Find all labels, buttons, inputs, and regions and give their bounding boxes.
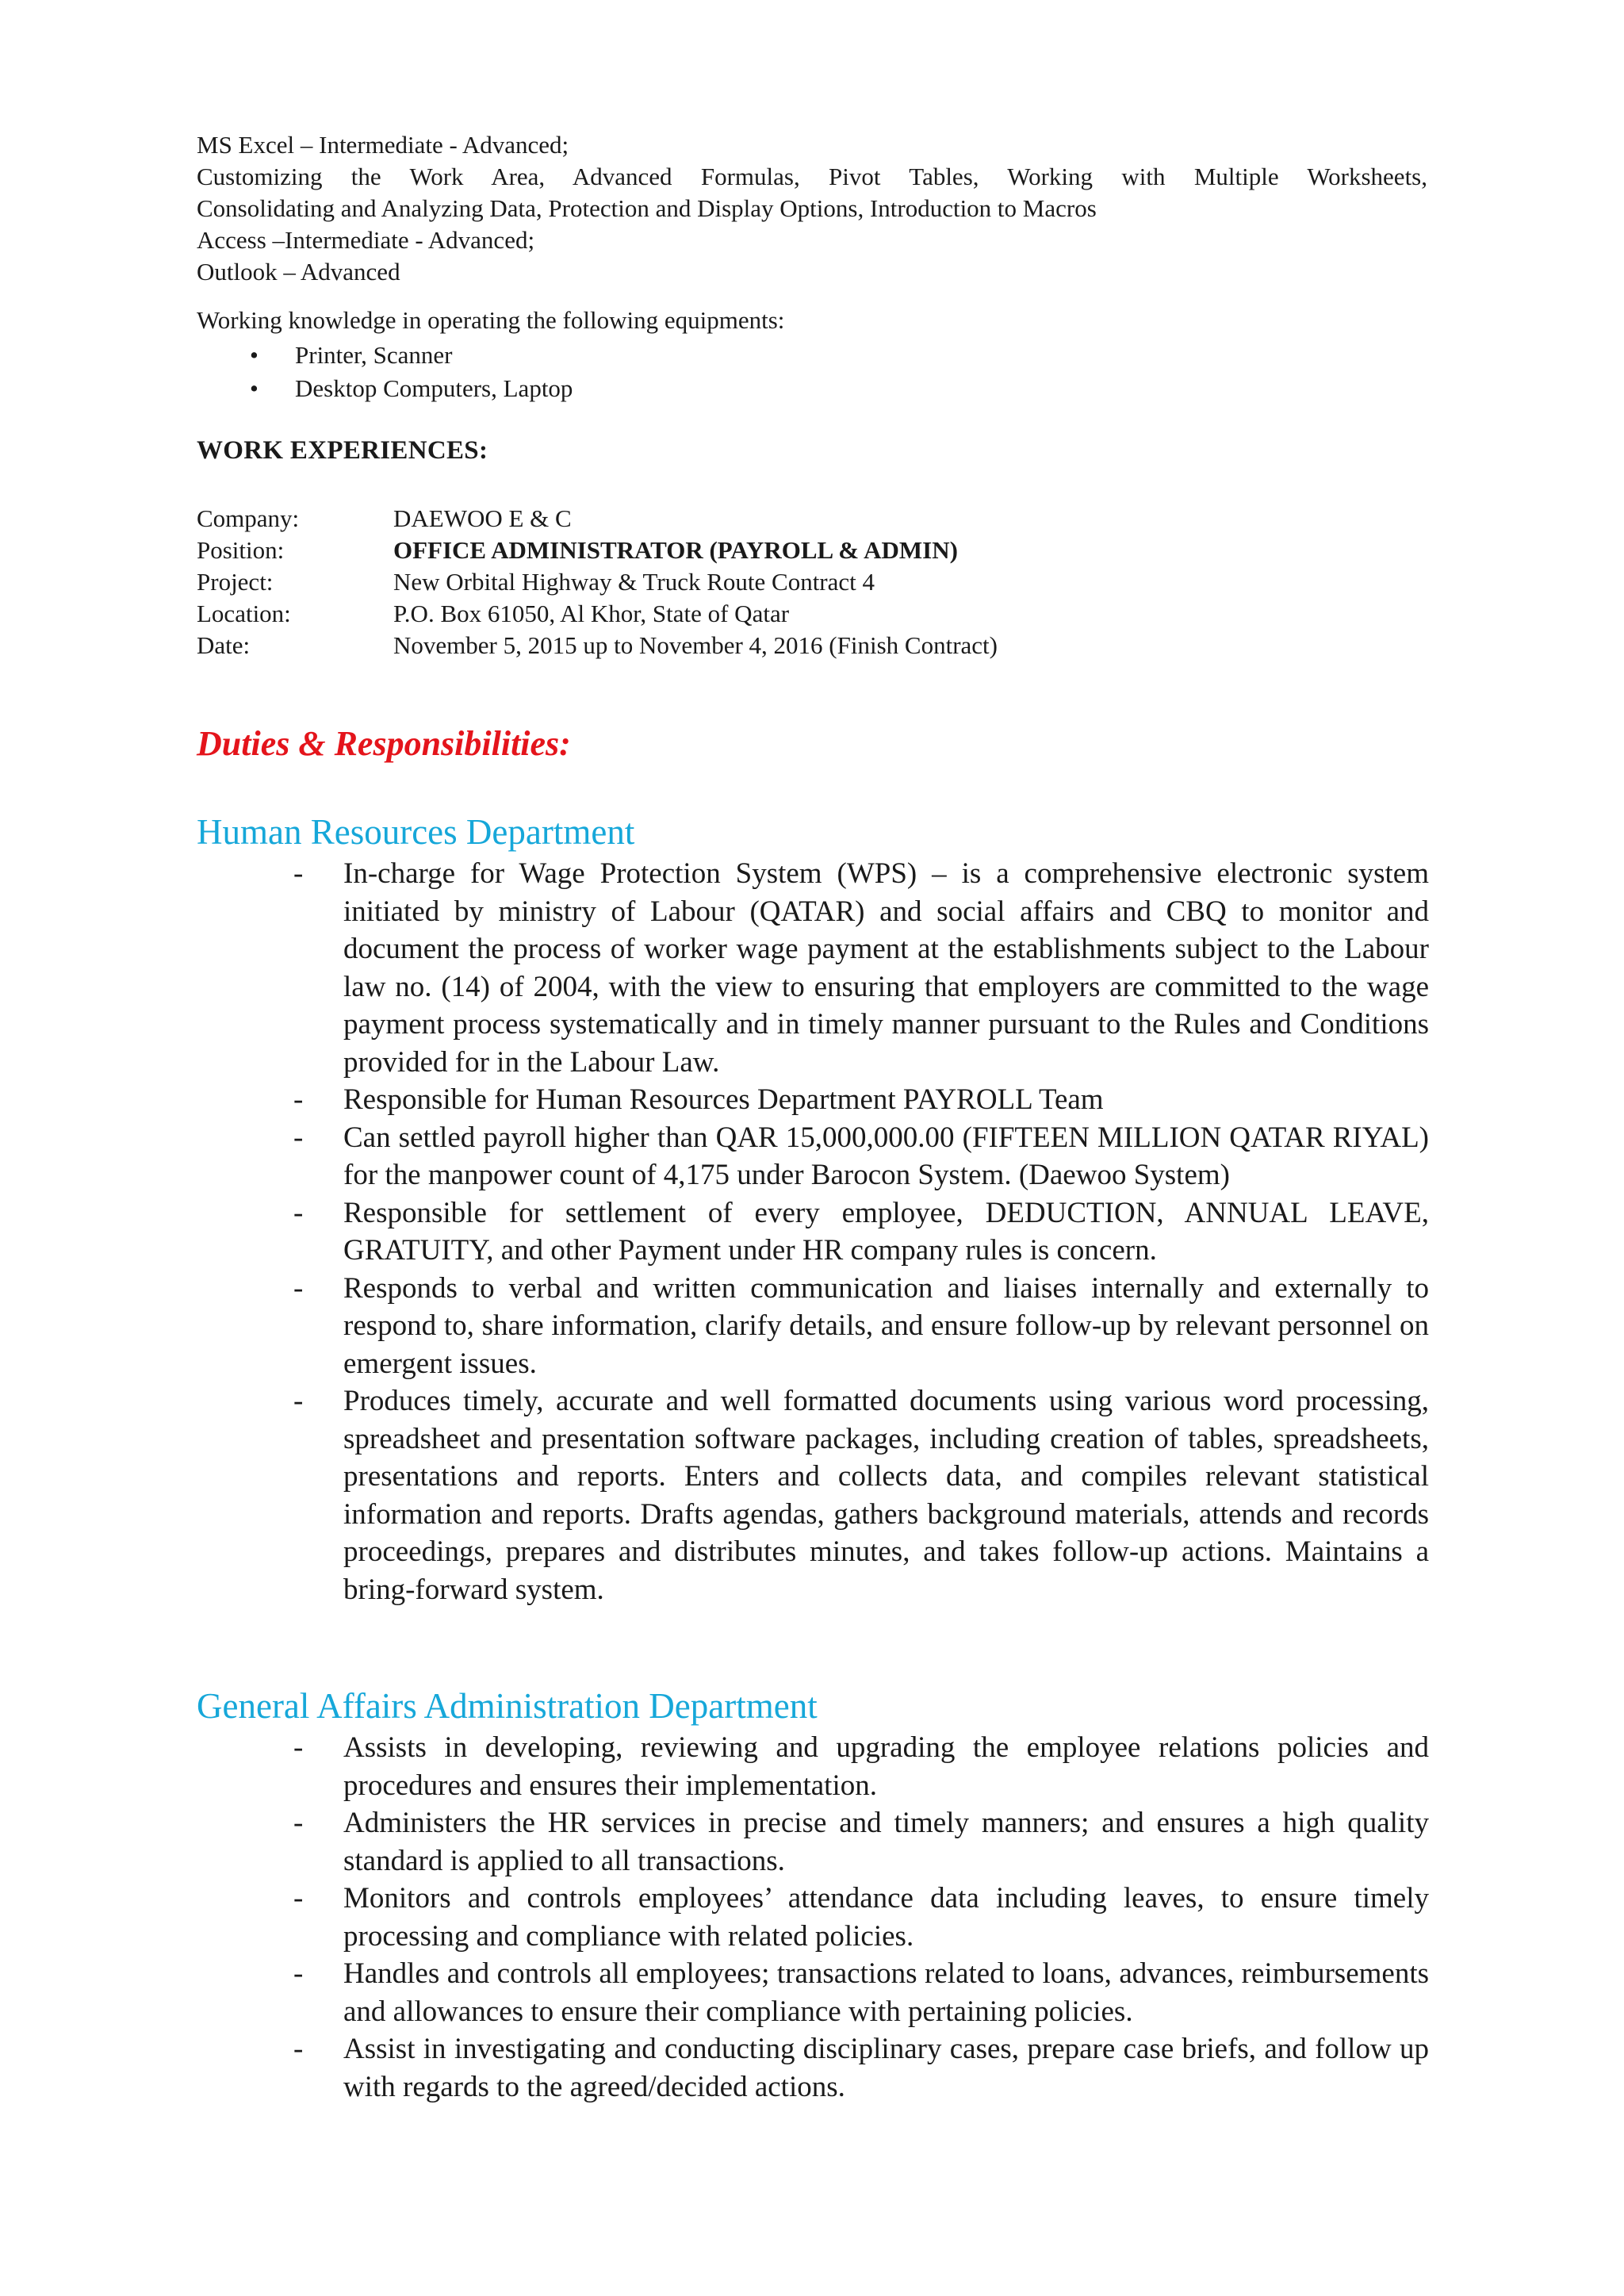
location-value: P.O. Box 61050, Al Khor, State of Qatar xyxy=(393,600,790,627)
equipment-section xyxy=(197,305,1427,405)
job-info-row-location xyxy=(197,598,1427,630)
dash-marker: - xyxy=(293,1121,304,1154)
location-label: Location: xyxy=(197,600,291,627)
duty-item xyxy=(293,855,1429,1081)
dash-marker: - xyxy=(293,1083,304,1116)
duty-item xyxy=(293,1804,1429,1880)
job-info-row-position xyxy=(197,535,1427,566)
duty-text: In-charge for Wage Protection System (WPS) – is a comprehensive electronic system initiated by ministry of Labour (QATAR) and social affairs and CBQ to monitor and document the process of worker wage payment at the establishments subject to the Labour law no. (14) of 2004, with the view to ensuring that employers are committed to the wage payment process systematically and in timely manner pursuant to the Rules and Conditions provided for in the Labour Law. xyxy=(343,857,1429,1079)
dash-marker: - xyxy=(293,1731,304,1764)
computer-skills-section xyxy=(197,129,1427,288)
position-value: OFFICE ADMINISTRATOR (PAYROLL & ADMIN) xyxy=(393,536,958,564)
position-label: Position: xyxy=(197,536,285,564)
duty-text: Produces timely, accurate and well formatted documents using various word processing, spreadsheet and presentation software packages, including creation of tables, spreadsheets, presentations and reports. Enters and collects data, and compiles relevant statistical information and reports. Drafts agendas, gathers background materials, attends and records proceedings, prepares and distributes minutes, and takes follow-up actions. Maintains a bring-forward system. xyxy=(343,1385,1429,1606)
dash-marker: - xyxy=(293,2033,304,2065)
equipment-item xyxy=(197,372,1427,405)
duty-text: Responds to verbal and written communication and liaises internally and externally to respond to, share information, clarify details, and ensure follow-up by relevant personnel on emergent issues. xyxy=(343,1271,1429,1380)
dash-marker: - xyxy=(293,1196,304,1229)
department-heading-general-affairs: General Affairs Administration Department xyxy=(197,1686,818,1726)
equipment-item xyxy=(197,339,1427,372)
excel-skill-detail-line-1: Customizing the Work Area, Advanced Formulas, Pivot Tables, Working with Multiple Worksheets, xyxy=(197,163,1427,190)
job-info-row-date xyxy=(197,630,1427,661)
duty-item xyxy=(293,1081,1429,1119)
dash-marker: - xyxy=(293,1271,304,1305)
dash-marker: - xyxy=(293,1385,304,1417)
equipment-list xyxy=(197,339,1427,405)
bullet-icon: • xyxy=(250,374,259,402)
duty-text: Responsible for settlement of every employee, DEDUCTION, ANNUAL LEAVE, GRATUITY, and other Payment under HR company rules is concern. xyxy=(343,1196,1429,1267)
duty-item xyxy=(293,1270,1429,1383)
duty-item xyxy=(293,1382,1429,1608)
duty-item xyxy=(293,1194,1429,1270)
dash-marker: - xyxy=(293,1882,304,1915)
dash-marker: - xyxy=(293,857,304,890)
work-experiences-heading: WORK EXPERIENCES: xyxy=(197,436,488,465)
outlook-skill: Outlook – Advanced xyxy=(197,258,400,286)
duty-text: Handles and controls all employees; transactions related to loans, advances, reimbursements and allowances to ensure their compliance with pertaining policies. xyxy=(343,1957,1429,2028)
company-label: Company: xyxy=(197,504,300,532)
department-heading-hr: Human Resources Department xyxy=(197,812,635,852)
duty-item xyxy=(293,2030,1429,2106)
date-value: November 5, 2015 up to November 4, 2016 (Finish Contract) xyxy=(393,631,998,659)
project-value: New Orbital Highway & Truck Route Contract 4 xyxy=(393,568,875,596)
project-label: Project: xyxy=(197,568,274,596)
hr-duties-list xyxy=(293,855,1429,1608)
duty-item xyxy=(293,1119,1429,1194)
duty-text: Responsible for Human Resources Department PAYROLL Team xyxy=(343,1083,1104,1116)
excel-skill-title: MS Excel – Intermediate - Advanced; xyxy=(197,131,569,159)
duty-text: Administers the HR services in precise and timely manners; and ensures a high quality standard is applied to all transactions. xyxy=(343,1807,1429,1877)
dash-marker: - xyxy=(293,1807,304,1839)
job-info-row-company xyxy=(197,503,1427,535)
equipment-intro: Working knowledge in operating the following equipments: xyxy=(197,306,785,334)
general-affairs-duties-list xyxy=(293,1729,1429,2106)
dash-marker: - xyxy=(293,1957,304,1990)
duty-item xyxy=(293,1729,1429,1804)
access-skill: Access –Intermediate - Advanced; xyxy=(197,226,535,254)
job-info-row-project xyxy=(197,566,1427,598)
duty-item xyxy=(293,1880,1429,1955)
excel-skill-detail-line-2: Consolidating and Analyzing Data, Protection and Display Options, Introduction to Macros xyxy=(197,194,1097,222)
duty-text: Monitors and controls employees’ attendance data including leaves, to ensure timely processing and compliance with related policies. xyxy=(343,1882,1429,1953)
duty-text: Assist in investigating and conducting disciplinary cases, prepare case briefs, and follow up with regards to the agreed/decided actions. xyxy=(343,2033,1429,2103)
equipment-item-text: Printer, Scanner xyxy=(295,341,453,369)
bullet-icon: • xyxy=(250,341,259,369)
company-value: DAEWOO E & C xyxy=(393,504,572,532)
date-label: Date: xyxy=(197,631,251,659)
duties-heading: Duties & Responsibilities: xyxy=(197,724,571,763)
duty-text: Can settled payroll higher than QAR 15,000,000.00 (FIFTEEN MILLION QATAR RIYAL) for the manpower count of 4,175 under Barocon System. (Daewoo System) xyxy=(343,1121,1429,1191)
duty-text: Assists in developing, reviewing and upgrading the employee relations policies and procedures and ensures their implementation. xyxy=(343,1731,1429,1802)
job-info-table xyxy=(197,503,1427,661)
duty-item xyxy=(293,1955,1429,2030)
equipment-item-text: Desktop Computers, Laptop xyxy=(295,374,573,402)
